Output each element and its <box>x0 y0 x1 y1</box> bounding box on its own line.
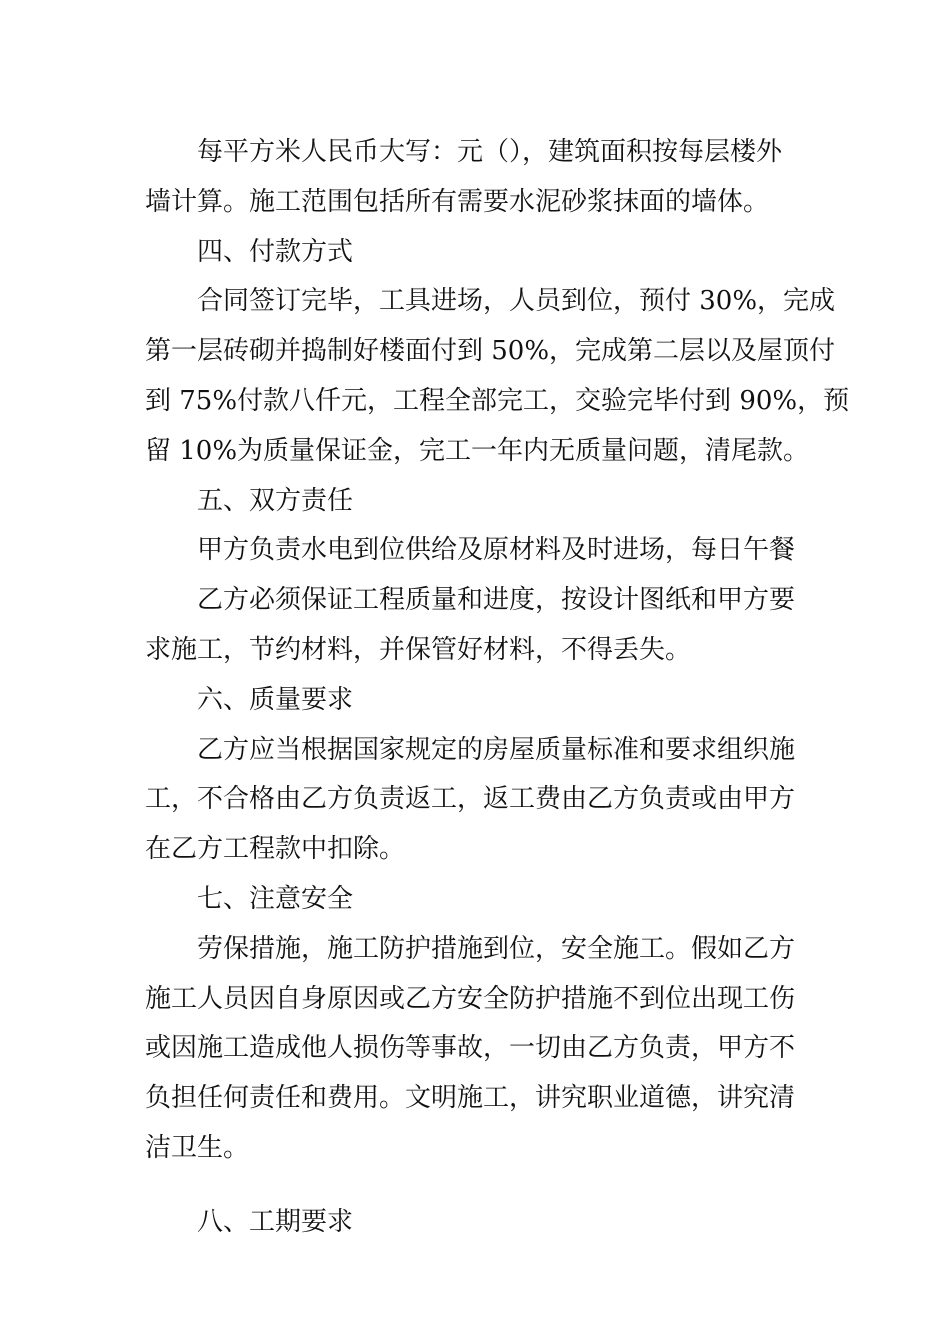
paragraph-line: 洁卫生。 <box>145 1132 250 1163</box>
paragraph-line: 求施工，节约材料，并保管好材料，不得丢失。 <box>145 634 692 665</box>
paragraph-gap <box>145 1174 810 1198</box>
paragraph-line: 留 10%为质量保证金，完工一年内无质量问题，清尾款。 <box>145 435 810 466</box>
paragraph-line: 乙方应当根据国家规定的房屋质量标准和要求组织施 <box>197 734 796 765</box>
paragraph-line: 墙计算。施工范围包括所有需要水泥砂浆抹面的墙体。 <box>145 186 770 217</box>
paragraph-line: 每平方米人民币大写：元（），建筑面积按每层楼外 <box>197 137 783 167</box>
paragraph-line: 在乙方工程款中扣除。 <box>145 834 406 865</box>
paragraph-line: 甲方负责水电到位供给及原材料及时进场，每日午餐 <box>197 535 796 566</box>
document-page <box>145 128 850 1248</box>
paragraph-line: 或因施工造成他人损伤等事故，一切由乙方负责，甲方不 <box>145 1033 796 1064</box>
paragraph-line: 施工人员因自身原因或乙方安全防护措施不到位出现工伤 <box>145 983 796 1014</box>
section-heading-payment: 四、付款方式 <box>197 236 354 267</box>
section-heading-schedule: 八、工期要求 <box>197 1206 354 1237</box>
paragraph-line: 到 75%付款八仟元，工程全部完工，交验完毕付到 90%，预 <box>145 385 850 416</box>
paragraph-line: 负担任何责任和费用。文明施工，讲究职业道德，讲究清 <box>145 1083 796 1114</box>
section-heading-quality: 六、质量要求 <box>197 684 354 715</box>
paragraph-line: 乙方必须保证工程质量和进度，按设计图纸和甲方要 <box>197 585 796 616</box>
paragraph-line: 工，不合格由乙方负责返工，返工费由乙方负责或由甲方 <box>145 784 796 815</box>
section-heading-responsibilities: 五、双方责任 <box>197 485 354 516</box>
paragraph-line: 合同签订完毕，工具进场，人员到位，预付 30%，完成 <box>197 286 836 317</box>
section-heading-safety: 七、注意安全 <box>197 883 354 914</box>
paragraph-line: 第一层砖砌并捣制好楼面付到 50%，完成第二层以及屋顶付 <box>145 336 836 367</box>
paragraph-line: 劳保措施，施工防护措施到位，安全施工。假如乙方 <box>197 933 796 964</box>
